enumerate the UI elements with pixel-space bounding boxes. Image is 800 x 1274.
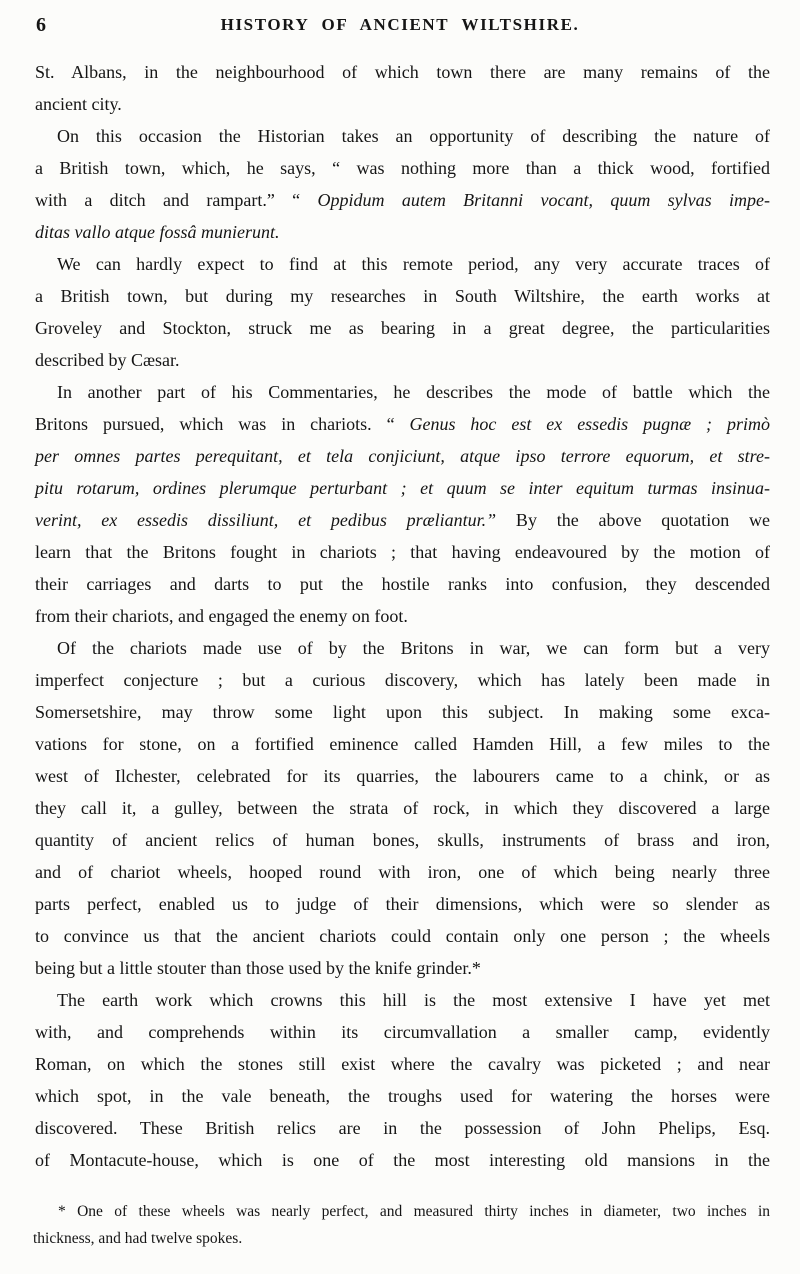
text-line xyxy=(35,1080,770,1112)
body-text-run: learn that the Britons fought in chariots ; that having endeavoured by the motion of xyxy=(35,542,770,562)
body-text-run: St. Albans, in the neighbourhood of which town there are many remains of the xyxy=(35,62,770,82)
text-line xyxy=(35,824,770,856)
body-text-run: being but a little stouter than those used by the knife grinder.* xyxy=(35,958,481,978)
body-text-run: parts perfect, enabled us to judge of their dimensions, which were so slender as xyxy=(35,894,770,914)
body-text-run: thickness, and had twelve spokes. xyxy=(33,1230,243,1247)
body-text-run: In another part of his Commentaries, he describes the mode of battle which the xyxy=(57,382,770,402)
text-line xyxy=(35,632,770,664)
paragraph xyxy=(35,56,770,120)
text-line xyxy=(35,984,770,1016)
body-text-run: of Montacute-house, which is one of the most interesting old mansions in the xyxy=(35,1150,770,1170)
latin-quote-text: pitu rotarum, ordines plerumque perturbant ; et quum se inter equitum turmas insinua- xyxy=(35,478,770,498)
latin-quote-text: ditas vallo atque fossâ munierunt. xyxy=(35,222,280,242)
text-line xyxy=(35,312,770,344)
body-text-run: * One of these wheels was nearly perfect, and measured thirty inches in diameter, two inches in xyxy=(58,1203,770,1220)
body-text-run: a British town, which, he says, “ was nothing more than a thick wood, fortified xyxy=(35,158,770,178)
text-line xyxy=(35,440,770,472)
paragraph xyxy=(35,632,770,984)
text-line xyxy=(35,856,770,888)
text-line xyxy=(35,888,770,920)
page-number: 6 xyxy=(36,14,46,36)
body-text-run: to convince us that the ancient chariots could contain only one person ; the wheels xyxy=(35,926,770,946)
text-line xyxy=(35,376,770,408)
text-line xyxy=(35,696,770,728)
body-text-run: described by Cæsar. xyxy=(35,350,180,370)
text-line xyxy=(35,1016,770,1048)
body-text-run: with, and comprehends within its circumvallation a smaller camp, evidently xyxy=(35,1022,770,1042)
latin-quote-text: Oppidum autem Britanni vocant, quum sylvas impe- xyxy=(317,190,770,210)
text-line xyxy=(35,248,770,280)
body-text-run: We can hardly expect to find at this remote period, any very accurate traces of xyxy=(57,254,770,274)
body-text-run: west of Ilchester, celebrated for its quarries, the labourers came to a chink, or as xyxy=(35,766,770,786)
body-text-run: Roman, on which the stones still exist where the cavalry was picketed ; and near xyxy=(35,1054,770,1074)
paragraph xyxy=(33,1198,770,1252)
body-text-run: By the above quotation we xyxy=(496,510,770,530)
body-text-run: imperfect conjecture ; but a curious discovery, which has lately been made in xyxy=(35,670,770,690)
text-line xyxy=(35,728,770,760)
paragraph xyxy=(35,120,770,248)
text-line xyxy=(35,184,770,216)
text-line xyxy=(35,1112,770,1144)
body-text-run: with a ditch and rampart.” “ xyxy=(35,190,318,210)
body-text-run: Groveley and Stockton, struck me as bearing in a great degree, the particularities xyxy=(35,318,770,338)
text-line xyxy=(35,600,770,632)
body-text xyxy=(35,56,770,1176)
text-line xyxy=(35,504,770,536)
body-text-run: a British town, but during my researches in South Wiltshire, the earth works at xyxy=(35,286,770,306)
text-line xyxy=(35,472,770,504)
text-line xyxy=(35,920,770,952)
text-line xyxy=(35,344,770,376)
body-text-run: The earth work which crowns this hill is the most extensive I have yet met xyxy=(57,990,770,1010)
text-line xyxy=(35,952,770,984)
paragraph xyxy=(35,984,770,1176)
paragraph xyxy=(35,376,770,632)
text-line xyxy=(33,1198,770,1225)
body-text-run: Britons pursued, which was in chariots. “ xyxy=(35,414,410,434)
body-text-run: their carriages and darts to put the hostile ranks into confusion, they descended xyxy=(35,574,770,594)
footnote xyxy=(33,1198,770,1252)
body-text-run: which spot, in the vale beneath, the troughs used for watering the horses were xyxy=(35,1086,770,1106)
body-text-run: Somersetshire, may throw some light upon this subject. In making some exca- xyxy=(35,702,770,722)
text-line xyxy=(35,664,770,696)
body-text-run: ancient city. xyxy=(35,94,122,114)
latin-quote-text: per omnes partes perequitant, et tela conjiciunt, atque ipso terrore equorum, et stre- xyxy=(35,446,770,466)
text-line xyxy=(35,408,770,440)
text-line xyxy=(35,280,770,312)
body-text-run: quantity of ancient relics of human bones, skulls, instruments of brass and iron, xyxy=(35,830,770,850)
text-line xyxy=(35,1048,770,1080)
body-text-run: they call it, a gulley, between the strata of rock, in which they discovered a large xyxy=(35,798,770,818)
text-line xyxy=(33,1225,770,1252)
text-line xyxy=(35,56,770,88)
text-line xyxy=(35,568,770,600)
text-line xyxy=(35,120,770,152)
body-text-run: and of chariot wheels, hooped round with iron, one of which being nearly three xyxy=(35,862,770,882)
latin-quote-text: verint, ex essedis dissiliunt, et pedibus præliantur.” xyxy=(35,510,497,530)
text-line xyxy=(35,152,770,184)
text-line xyxy=(35,216,770,248)
body-text-run: vations for stone, on a fortified eminence called Hamden Hill, a few miles to the xyxy=(35,734,770,754)
latin-quote-text: Genus hoc est ex essedis pugnæ ; primò xyxy=(409,414,770,434)
text-line xyxy=(35,536,770,568)
page-title: HISTORY OF ANCIENT WILTSHIRE. xyxy=(220,15,580,34)
body-text-run: discovered. These British relics are in the possession of John Phelips, Esq. xyxy=(35,1118,770,1138)
text-line xyxy=(35,1144,770,1176)
page-header xyxy=(0,12,800,42)
body-text-run: from their chariots, and engaged the enemy on foot. xyxy=(35,606,408,626)
text-line xyxy=(35,88,770,120)
paragraph xyxy=(35,248,770,376)
body-text-run: On this occasion the Historian takes an opportunity of describing the nature of xyxy=(57,126,770,146)
text-line xyxy=(35,760,770,792)
text-line xyxy=(35,792,770,824)
body-text-run: Of the chariots made use of by the Britons in war, we can form but a very xyxy=(57,638,770,658)
